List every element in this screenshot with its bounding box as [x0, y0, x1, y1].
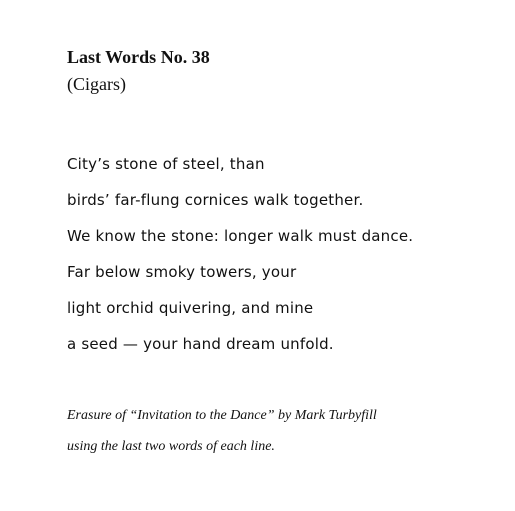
poem-line: Far below smoky towers, your [67, 263, 297, 281]
erasure-note [67, 400, 377, 462]
poem-line: light orchid quivering, and mine [67, 299, 314, 317]
erasure-note-line: using the last two words of each line. [67, 439, 275, 454]
poem-subtitle: (Cigars) [67, 74, 126, 94]
poem-line: birds’ far-flung cornices walk together. [67, 191, 364, 209]
poem-title: Last Words No. 38 [67, 47, 210, 67]
erasure-note-line: Erasure of “Invitation to the Dance” by Mark Turbyfill [67, 408, 377, 423]
poem-line: a seed — your hand dream unfold. [67, 335, 334, 353]
poem-line: City’s stone of steel, than [67, 155, 265, 173]
poem-line: We know the stone: longer walk must dance. [67, 227, 414, 245]
poem-body [67, 146, 413, 362]
